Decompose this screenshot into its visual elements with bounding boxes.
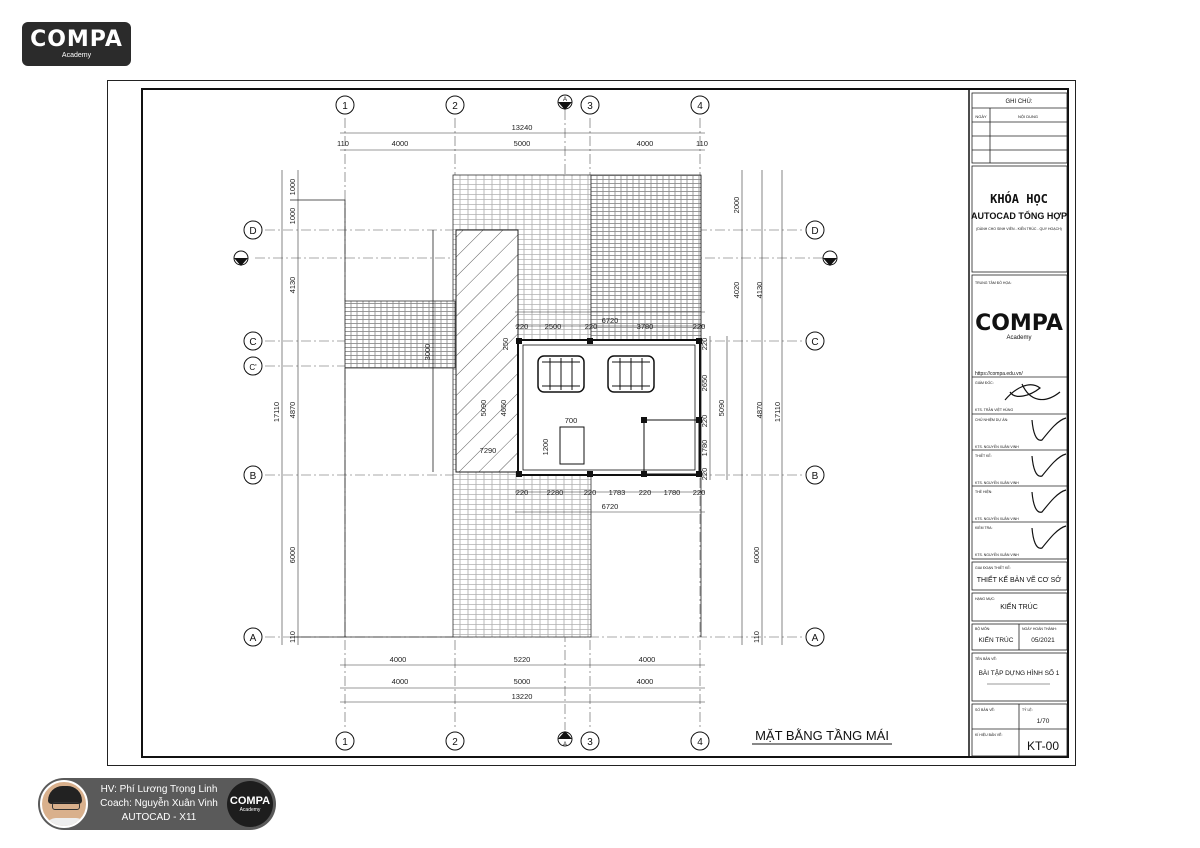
svg-text:A: A [249,633,257,644]
pm-name: KTS. NGUYỄN XUÂN VINH [975,445,1019,449]
section-marker-bottom [558,731,572,748]
director-label: GIÁM ĐỐC: [975,381,994,385]
svg-text:1: 1 [342,101,348,112]
section-marker-right [823,251,837,266]
dim-ib-7: 220 [692,488,706,497]
dim-inner-top: 6720 [601,316,619,325]
dim-left-6: 110 [288,631,297,643]
svg-text:D: D [249,226,257,237]
svg-text:1: 1 [342,737,348,748]
dim-it-1: 220 [515,322,529,331]
dim-right-outer-2: 4870 [755,401,764,419]
course-title-2: AUTOCAD TỔNG HỢP [970,211,1068,221]
dim-bot2-3: 4000 [636,677,654,686]
grid-bubble-2-bottom [446,732,464,750]
dim-right-outer-3: 17110 [773,401,782,423]
signatures [1005,384,1066,548]
drawing-name-value: BÀI TẬP DỰNG HÌNH SỐ 1 [978,670,1060,677]
dim-hatch: 7290 [479,446,497,455]
dim-left-small: 3000 [423,343,432,361]
grid-bubble-1-bottom [336,732,354,750]
dim-ib-4: 1783 [608,488,626,497]
dim-small-w: 700 [564,416,578,425]
avatar [40,780,88,828]
sheet-no-label: KÍ HIỆU BẢN VẼ: [975,733,1003,737]
stage-value: THIẾT KẾ BẢN VẼ CƠ SỞ [976,577,1062,584]
dim-ir-2: 2650 [700,374,709,392]
grid-bubble-B-left [244,466,262,484]
dim-right-2: 4020 [732,281,741,299]
dim-right-3: 6000 [752,546,761,564]
signature-design [1032,454,1066,476]
dim-bot2-2: 5000 [513,677,531,686]
skylight-left [538,356,584,392]
section-marker-left [234,251,248,266]
svg-text:A: A [562,742,568,748]
col-date: NGÀY [975,114,987,119]
dim-left-5: 6000 [288,546,297,564]
dept-value: KIẾN TRÚC [978,637,1014,644]
roof-tile-area-left [345,301,455,368]
student-name: HV: Phí Lương Trọng Linh [100,784,218,795]
coach-name: Coach: Nguyễn Xuân Vinh [100,798,218,809]
dim-bot2-1: 4000 [391,677,409,686]
grid-bubble-D-left [244,221,262,239]
design-label: THIẾT KẾ: [975,454,992,458]
grid-bubble-A-left [244,628,262,646]
dim-it-4: 3780 [636,322,654,331]
dim-left-1: 1000 [288,178,297,196]
dim-ib-5: 220 [638,488,652,497]
dim-it-3: 220 [584,322,598,331]
dim-left-total: 17110 [272,401,281,423]
dim-ib-6: 1780 [663,488,681,497]
stage-label: GIAI ĐOẠN THIẾT KẾ: [975,566,1011,570]
svg-text:2: 2 [452,737,458,748]
scale-label: TỶ LỆ: [1022,708,1033,712]
dim-iv-2: 250 [501,337,510,351]
draft-label: THỂ HIỆN: [975,490,993,494]
compa-round-logo: COMPA Academy [227,781,273,827]
dim-top-3: 4000 [636,139,654,148]
svg-text:3: 3 [587,737,593,748]
drawing-title: MẶT BẰNG TẦNG MÁI [755,728,889,743]
signature-draft [1032,490,1066,512]
category-label: HẠNG MỤC: [975,597,996,601]
dim-right-4: 110 [752,631,761,643]
grid-bubble-Cp-left [244,357,262,375]
grid-bubble-1-top [336,96,354,114]
grid-bubble-4-top [691,96,709,114]
dim-ib-2: 2280 [546,488,564,497]
dim-ir-5: 220 [700,467,709,481]
dim-iv-4: 4650 [499,399,508,417]
dim-top-1: 4000 [391,139,409,148]
dim-ib-3: 220 [583,488,597,497]
dim-top-2: 5000 [513,139,531,148]
logo-subtext: Academy [61,52,92,59]
grid-bubble-D-right [806,221,824,239]
title-block-texts [971,98,1067,753]
draft-name: KTS. NGUYỄN XUÂN VINH [975,517,1019,521]
signature-director [1005,384,1060,400]
svg-text:3: 3 [587,101,593,112]
svg-text:C: C [249,337,257,348]
dim-iv-1: 5090 [717,399,726,417]
notes-header: GHI CHÚ: [1005,99,1033,105]
dim-it-5: 220 [692,322,706,331]
grid-bubble-A-right [806,628,824,646]
drawing-name-label: TÊN BẢN VẼ: [975,657,997,661]
section-marker-top [558,95,572,110]
svg-text:C': C' [249,363,257,372]
student-info [94,783,224,825]
category-value: KIẾN TRÚC [1000,604,1038,611]
grid-bubble-C-right [806,332,824,350]
svg-text:A: A [562,97,568,103]
dim-small-h: 1200 [541,438,550,456]
pm-label: CHỦ NHIỆM DỰ ÁN: [975,418,1009,422]
dim-ir-3: 220 [700,414,709,428]
svg-text:B: B [811,471,819,482]
svg-text:B: B [249,471,257,482]
svg-text:4: 4 [697,737,703,748]
design-name: KTS. NGUYỄN XUÂN VINH [975,481,1019,485]
date-value: 05/2021 [1031,637,1055,644]
sheet-no-value: KT-00 [1026,739,1060,753]
dim-it-2: 2500 [544,322,562,331]
student-card [38,778,276,830]
dim-left-4: 4870 [288,401,297,419]
training-center: TRUNG TÂM ĐỒ HỌA: [975,281,1012,285]
dim-ib-total: 6720 [601,502,619,511]
logo-text: COMPA [30,27,123,52]
grid-bubble-3-top [581,96,599,114]
dept-label: BỘ MÔN: [975,627,991,631]
course-sub: (DÀNH CHO SINH VIÊN - KIẾN TRÚC - QUY HOẠCH) [976,227,1062,231]
col-content: NỘI DUNG [1018,114,1038,119]
grid-bubble-4-bottom [691,732,709,750]
dim-bot-total: 13220 [511,692,533,701]
svg-text:D: D [811,226,819,237]
course-title-1: KHÓA HỌC [990,192,1048,206]
skylight-right [608,356,654,392]
svg-text:2: 2 [452,101,458,112]
center-logo: COMPA [975,311,1063,336]
dim-right-1: 2000 [732,196,741,214]
grid-bubble-B-right [806,466,824,484]
dim-ir-1: 220 [700,337,709,351]
dim-top-off-2: 110 [696,139,708,148]
grid-bubble-C-left [244,332,262,350]
dim-top-off-1: 110 [337,139,349,148]
center-logo-sub: Academy [1006,335,1032,341]
check-label: KIỂM TRA: [975,526,993,530]
dim-ir-4: 1780 [700,439,709,457]
dim-ib-1: 220 [515,488,529,497]
date-label: NGÀY HOÀN THÀNH: [1022,627,1057,631]
dim-bot1-1: 4000 [389,655,407,664]
dim-top-total: 13240 [511,123,533,132]
dim-right-outer-1: 4130 [755,281,764,299]
director-name: KTS. TRẦN VIỆT HÙNG [975,408,1014,412]
grid-bubble-2-top [446,96,464,114]
check-name: KTS. NGUYỄN XUÂN VINH [975,553,1019,557]
course-code: AUTOCAD - X11 [121,812,197,823]
dim-left-2: 1000 [288,207,297,225]
svg-text:C: C [811,337,819,348]
svg-text:4: 4 [697,101,703,112]
sheet-count-label: SỐ BẢN VẼ: [975,708,995,712]
website: https://compa.edu.vn/ [975,371,1023,377]
dim-bot1-3: 4000 [638,655,656,664]
signature-check [1032,526,1066,548]
scale-value: 1/70 [1036,718,1050,725]
signature-pm [1032,418,1066,440]
grid-bubble-3-bottom [581,732,599,750]
dim-bot1-2: 5220 [513,655,531,664]
dim-iv-3: 5090 [479,399,488,417]
dim-left-3: 4130 [288,276,297,294]
svg-text:A: A [811,633,819,644]
